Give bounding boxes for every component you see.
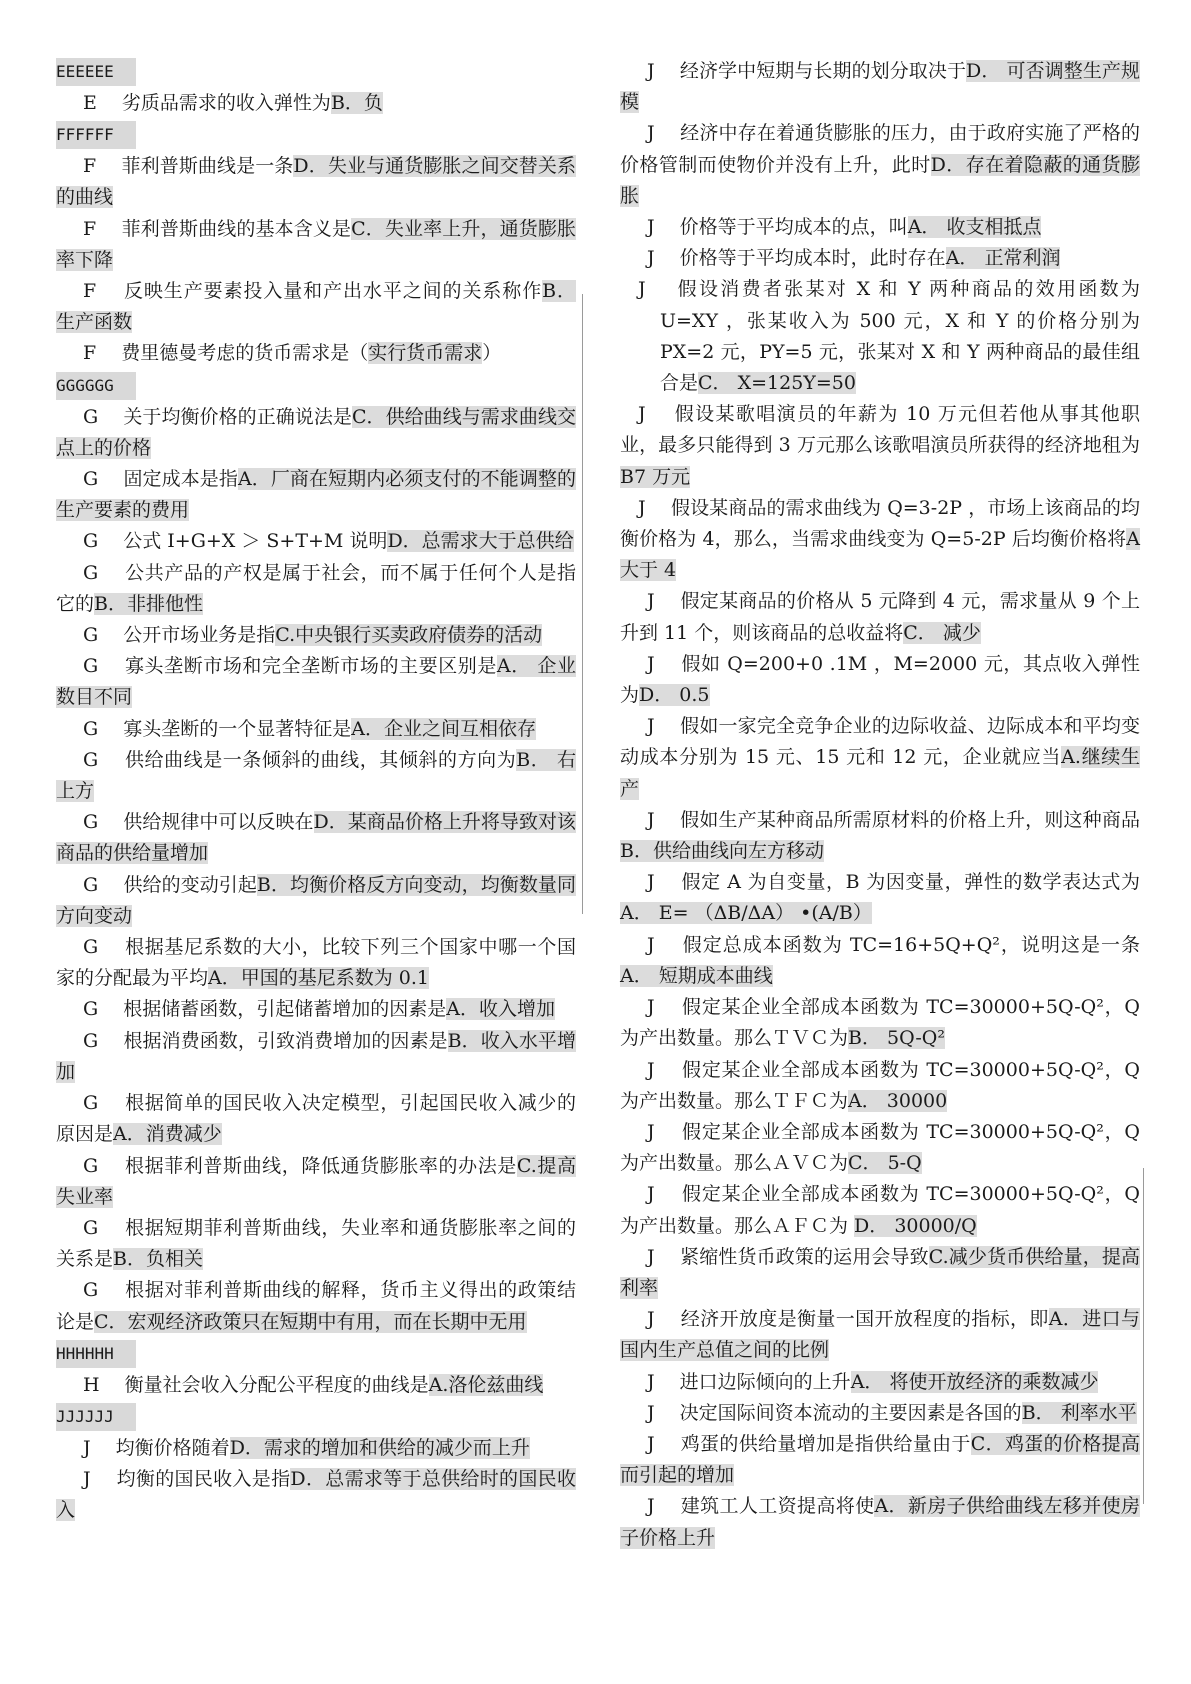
answer-text: A． 30000 [848,1089,948,1112]
answer-text: D． 可否调整生产规模 [620,60,1140,114]
answer-text: D．失业与通货膨胀之间交替关系的曲线 [56,155,576,209]
question-entry [56,151,576,213]
entry-letter: J [647,996,655,1019]
question-text: 供给规律中可以反映在 [123,811,314,834]
entry-letter: J [647,1058,655,1081]
answer-text: A．厂商在短期内必须支付的不能调整的生产要素的费用 [56,468,576,522]
entry-letter: J [647,871,655,894]
answer-text: C． X=125Y=50 [698,372,856,395]
answer-text: D． 30000/Q [854,1214,977,1237]
entry-letter: G [83,1154,99,1177]
answer-text: A．新房子供给曲线左移并使房子价格上升 [620,1495,1140,1549]
question-text: 费里德曼考虑的货币需求是（ [121,342,369,365]
entry-letter: G [83,1279,99,1302]
question-text: 假定某企业全部成本函数为 TC=30000+5Q-Q²，Q 为产出数量。那么ＴＶＣ为 [620,996,1140,1050]
answer-text: B．均衡价格反方向变动，均衡数量同方向变动 [56,873,576,927]
entry-letter: J [647,1245,655,1268]
question-entry [56,526,576,557]
question-entry [620,867,1140,929]
question-entry [620,1242,1140,1304]
question-text: 寡头垄断的一个显著特征是 [123,717,352,740]
question-text: 假设某歌唱演员的年薪为 10 万元但若他从事其他职业，最多只能得到 3 万元那么该歌唱演员所获得的经济地租为 [620,403,1140,457]
question-tail: ） [482,342,502,365]
entry-letter: G [83,717,99,740]
entry-letter: J [647,652,655,675]
entry-letter: G [83,1029,99,1052]
entry-letter: J [647,1370,655,1393]
answer-text: C．失业率上升，通货膨胀率下降 [56,217,576,271]
answer-text: B． 利率水平 [1021,1401,1137,1424]
question-entry [56,338,576,369]
question-text: 经济开放度是衡量一国开放程度的指标，即 [680,1308,1049,1331]
answer-text: B． 右上方 [56,748,576,803]
question-entry [620,805,1140,867]
question-text: 根据基尼系数的大小，比较下列三个国家中哪一个国家的分配最为平均 [56,936,576,990]
question-entry [620,118,1140,212]
answer-text: D． 0.5 [639,684,710,707]
question-text: 公式 I+G+X ＞ S+T+M 说明 [123,530,388,553]
answer-text: D．总需求大于总供给 [387,530,574,553]
answer-text: B．收入水平增加 [56,1029,576,1083]
answer-text: A．消费减少 [113,1123,222,1146]
question-text: 劣质品需求的收入弹性为 [121,92,331,114]
question-text: 根据短期菲利普斯曲线，失业率和通货膨胀率之间的关系是 [56,1216,576,1271]
question-text: 假设消费者张某对 X 和 Y 两种商品的效用函数为 U=XY ，张某收入为 500 元，X 和 Y 的价格分别为 PX=2 元，PY=5 元，张某对 X 和 Y 两种商品的最佳组合是 [660,278,1140,395]
entry-letter: J [647,60,655,82]
question-text: 紧缩性货币政策的运用会导致 [680,1245,929,1268]
answer-text: B．供给曲线向左方移动 [620,840,824,863]
question-entry [56,932,576,994]
entry-letter: G [83,1092,99,1115]
entry-letter: F [83,155,97,178]
answer-text: C．供给曲线与需求曲线交点上的价格 [56,405,576,459]
entry-letter: F [83,280,97,303]
question-text: 经济学中短期与长期的划分取决于 [679,60,967,82]
question-entry [620,1429,1140,1491]
entry-letter: J [647,1183,655,1206]
entry-letter: J [83,1436,91,1459]
answer-text: A． 短期成本曲线 [620,964,773,987]
question-entry [56,464,576,526]
question-entry [620,399,1140,493]
question-text: 价格等于平均成本时，此时存在 [679,247,946,270]
entry-letter: J [647,715,655,738]
question-entry [56,745,576,807]
question-text: 衡量社会收入分配公平程度的曲线是 [124,1373,429,1396]
answer-text: D．某商品价格上升将导致对该商品的供给量增加 [56,811,576,865]
question-text: 假定某企业全部成本函数为 TC=30000+5Q-Q²，Q 为产出数量。那么ＴＦＣ为 [620,1058,1140,1112]
question-entry [620,493,1140,587]
question-text: 固定成本是指 [123,468,238,491]
question-text: 均衡的国民收入是指 [116,1468,291,1491]
question-entry [620,711,1140,805]
entry-letter: H [83,1373,100,1396]
question-entry [56,714,576,745]
question-entry [620,586,1140,648]
answer-text: A 大于 4 [620,528,1140,582]
question-entry [56,1213,576,1275]
answer-text: C.提高失业率 [56,1154,576,1208]
question-entry [56,1026,576,1088]
answer-text: C.减少货币供给量，提高利率 [620,1245,1140,1299]
question-text: 寡头垄断市场和完全垄断市场的主要区别是 [124,655,497,678]
question-text: 菲利普斯曲线是一条 [121,155,294,178]
answer-text: B7 万元 [620,465,691,488]
question-text: 根据简单的国民收入决定模型，引起国民收入减少的原因是 [56,1092,576,1146]
question-text: 假设某商品的需求曲线为 Q=3-2P ，市场上该商品的均衡价格为 4，那么，当需求曲线变为 Q=5-2P 后均衡价格将 [620,496,1140,551]
answer-text: C．宏观经济政策只在短期中有用，而在长期中无用 [94,1310,527,1333]
question-text: 鸡蛋的供给量增加是指供给量由于 [680,1432,971,1455]
question-text: 建筑工人工资提高将使 [680,1495,875,1518]
entry-letter: J [647,1308,655,1331]
entry-letter: J [638,278,646,301]
question-entry [56,402,576,464]
entry-letter: G [83,530,99,553]
question-text: 假如生产某种商品所需原材料的价格上升，则这种商品 [680,808,1140,831]
entry-letter: J [647,247,655,270]
section-header: GGGGGG [56,372,136,400]
answer-text: A.洛伦兹曲线 [428,1373,544,1396]
question-entry [56,1275,576,1337]
answer-text: C． 减少 [903,621,981,644]
entry-letter: J [638,403,646,426]
column-rule-right [1143,1168,1144,1504]
question-entry [620,1055,1140,1117]
question-entry [56,807,576,869]
question-text: 决定国际间资本流动的主要因素是各国的 [679,1401,1022,1424]
entry-letter: J [638,496,646,519]
question-entry [620,1491,1140,1553]
answer-text: D．需求的增加和供给的减少而上升 [229,1436,530,1459]
question-entry [620,1367,1140,1398]
question-text: 假如 Q=200+0 .1M ，M=2000 元，其点收入弹性为 [620,652,1140,707]
entry-letter: J [647,1401,655,1424]
section-header: JJJJJJ [56,1403,136,1431]
question-entry [620,649,1140,711]
answer-text: D．总需求等于总供给时的国民收入 [56,1468,576,1522]
answer-text: A．进口与国内生产总值之间的比例 [620,1308,1140,1362]
answer-text: A． 企业数目不同 [56,655,576,709]
question-text: 菲利普斯曲线的基本含义是 [121,217,352,240]
answer-text: C.中央银行买卖政府债券的活动 [275,624,543,647]
entry-letter: G [83,748,99,771]
answer-text: A． 正常利润 [945,247,1061,270]
section-header: FFFFFF [56,121,136,149]
answer-text: D．存在着隐蔽的通货膨胀 [620,153,1140,207]
question-text: 供给的变动引起 [123,873,257,896]
question-text: 进口边际倾向的上升 [679,1370,851,1393]
question-text: 关于均衡价格的正确说法是 [123,405,352,428]
question-entry [620,1117,1140,1179]
entry-letter: E [83,92,97,114]
answer-text: A．收入增加 [446,998,555,1021]
answer-text: A． E= （ΔB/ΔA） •(A/B） [620,902,872,925]
entry-letter: G [83,655,99,678]
answer-text: A． 收支相抵点 [907,216,1042,239]
answer-text: B． 生产函数 [56,280,576,334]
question-text: 经济中存在着通货膨胀的压力，由于政府实施了严格的价格管制而使物价并没有上升，此时 [620,122,1140,176]
answer-text: A． 将使开放经济的乘数减少 [850,1370,1099,1393]
question-text: 根据消费函数，引致消费增加的因素是 [123,1029,448,1052]
question-entry [56,1370,576,1401]
entry-letter: F [83,217,97,240]
question-entry [620,930,1140,992]
question-text: 假定某商品的价格从 5 元降到 4 元，需求量从 9 个上升到 11 个，则该商品的总收益将 [620,590,1140,644]
question-text: 根据对菲利普斯曲线的解释，货币主义得出的政策结论是 [56,1279,576,1333]
answer-text: B．非排他性 [94,592,203,615]
question-entry [56,1151,576,1213]
answer-text: C． 5-Q [848,1152,922,1175]
question-entry [620,243,1140,274]
entry-letter: J [647,1495,655,1518]
question-entry [620,1179,1140,1241]
question-entry [56,88,576,119]
question-text: 根据菲利普斯曲线，降低通货膨胀率的办法是 [125,1154,517,1177]
question-entry [56,1088,576,1150]
question-text: 反映生产要素投入量和产出水平之间的关系称作 [123,280,543,303]
question-entry [56,558,576,620]
answer-text: C．鸡蛋的价格提高而引起的增加 [620,1432,1140,1487]
column-rule-left [582,294,583,914]
entry-letter: G [83,405,99,428]
entry-letter: G [83,998,99,1021]
entry-letter: G [83,561,99,584]
question-entry [620,212,1140,243]
question-entry [56,276,576,338]
question-entry [56,620,576,651]
entry-letter: J [647,808,655,831]
question-text: 假如一家完全竞争企业的边际收益、边际成本和平均变动成本分别为 15 元、15 元和 12 元，企业就应当 [620,715,1140,769]
answer-text: B．负相关 [113,1248,203,1271]
question-text: 假定某企业全部成本函数为 TC=30000+5Q-Q²，Q 为产出数量。那么ＡＦＣ为 [620,1183,1140,1237]
question-text: 根据储蓄函数，引起储蓄增加的因素是 [123,998,447,1021]
question-entry [56,1464,576,1526]
entry-letter: G [83,624,99,647]
entry-letter: J [647,122,655,145]
question-entry [56,214,576,276]
entry-letter: J [647,590,655,613]
question-entry [56,1433,576,1464]
answer-text: B．负 [330,92,383,114]
question-entry [56,994,576,1025]
section-header: HHHHHH [56,1340,136,1368]
entry-letter: G [83,936,99,959]
question-text: 公开市场业务是指 [123,624,276,647]
question-text: 供给曲线是一条倾斜的曲线，其倾斜的方向为 [124,748,517,771]
entry-letter: J [647,1120,655,1143]
left-column [56,56,576,1527]
question-entry [620,56,1140,118]
right-column [620,56,1140,1554]
entry-letter: G [83,1216,99,1239]
question-text: 均衡价格随着 [115,1436,230,1459]
question-entry [56,651,576,713]
question-entry [620,992,1140,1054]
entry-letter: G [83,873,99,896]
question-text: 价格等于平均成本的点，叫 [679,216,908,239]
question-entry [56,870,576,932]
entry-letter: J [647,1432,655,1455]
question-text: 公共产品的产权是属于社会，而不属于任何个人是指它的 [56,561,576,615]
answer-text: A.继续生产 [620,746,1141,800]
answer-text: A．企业之间互相依存 [351,717,536,740]
entry-letter: F [83,342,97,365]
entry-letter: J [647,933,655,956]
question-text: 假定某企业全部成本函数为 TC=30000+5Q-Q²，Q 为产出数量。那么ＡＶＣ为 [620,1120,1140,1175]
answer-text: B． 5Q-Q² [848,1027,945,1050]
section-header: EEEEEE [56,58,136,86]
answer-text: 实行货币需求 [368,342,483,365]
question-text: 假定总成本函数为 TC=16+5Q+Q²，说明这是一条 [682,933,1141,956]
entry-letter: J [647,216,655,239]
entry-letter: G [83,811,99,834]
question-entry [620,1304,1140,1366]
question-entry [620,274,1140,399]
question-entry [620,1398,1140,1429]
entry-letter: G [83,468,99,491]
entry-letter: J [83,1468,91,1491]
question-text: 假定 A 为自变量，B 为因变量，弹性的数学表达式为 [681,871,1140,894]
answer-text: A．甲国的基尼系数为 0.1 [208,967,429,990]
